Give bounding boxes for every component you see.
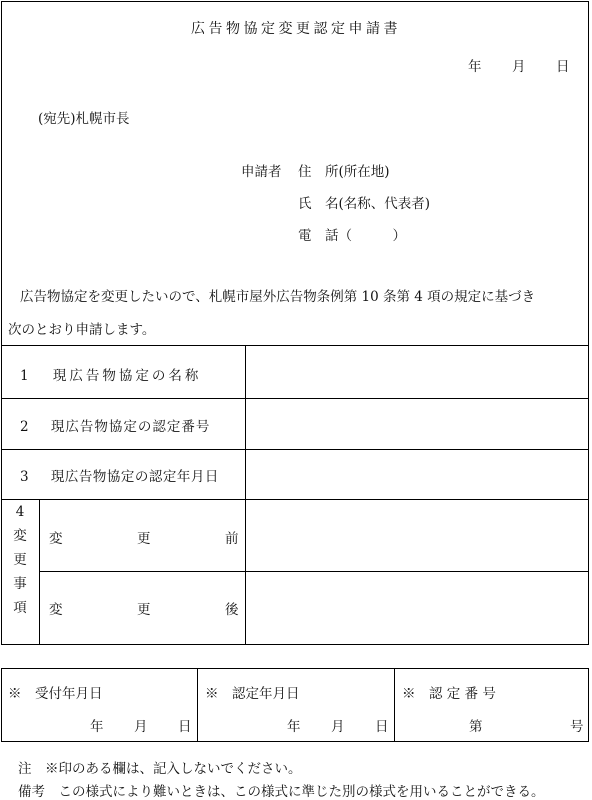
row-divider-3 <box>1 499 589 500</box>
remark-text: 備考 この様式により難いときは、この様式に準じた別の様式を用いることができる。 <box>18 784 545 800</box>
received-date-label: ※ 受付年月日 <box>8 686 103 702</box>
body-text-line1: 広告物協定を変更したいので、札幌市屋外広告物条例第 10 条第 4 項の規定に基づき <box>20 289 536 305</box>
row-1-label: 現広告物協定の名称 <box>52 368 202 384</box>
body-text-line2: 次のとおり申請します。 <box>8 322 156 338</box>
row-1-number: 1 <box>20 368 32 384</box>
change-column-divider <box>39 499 40 644</box>
applicant-label: 申請者 <box>241 164 282 180</box>
approval-number-label: ※ 認 定 番 号 <box>402 686 496 702</box>
row-1 <box>20 364 201 384</box>
after-change-char-2: 更 <box>137 602 151 618</box>
row-2-label: 現広告物協定の認定番号 <box>50 419 211 435</box>
change-items-char-1: 変 <box>13 528 27 544</box>
applicant-name-label: 氏 名(名称、代表者) <box>298 196 431 212</box>
column-divider <box>245 345 246 644</box>
approval-number-prefix: 第 <box>469 719 483 735</box>
after-change-char-1: 変 <box>49 602 63 618</box>
approved-year: 年 <box>287 719 301 735</box>
applicant-address-label: 住 所(所在地) <box>298 164 390 180</box>
row-2 <box>20 415 210 435</box>
office-divider-2 <box>394 668 395 742</box>
row-3-number: 3 <box>20 469 30 485</box>
date-year: 年 <box>468 59 482 75</box>
received-month: 月 <box>134 719 148 735</box>
form-title: 広告物協定変更認定申請書 <box>191 21 401 37</box>
change-items-char-2: 更 <box>13 552 27 568</box>
date-month: 月 <box>512 59 526 75</box>
received-day: 日 <box>178 719 192 735</box>
approval-number-suffix: 号 <box>570 719 584 735</box>
after-change-char-3: 後 <box>225 602 239 618</box>
note-text: 注 ※印のある欄は、記入しないでください。 <box>18 761 302 777</box>
before-change-char-3: 前 <box>225 531 239 547</box>
change-items-label <box>4 500 36 620</box>
table-top-border <box>1 345 589 346</box>
approved-month: 月 <box>331 719 345 735</box>
change-items-number: 4 <box>15 504 25 520</box>
date-day: 日 <box>556 59 570 75</box>
office-divider-1 <box>197 668 198 742</box>
applicant-phone-label: 電 話（ ） <box>298 228 406 244</box>
row-divider-1 <box>1 398 589 399</box>
row-divider-4 <box>39 571 589 572</box>
row-3 <box>20 465 219 485</box>
change-items-char-3: 事 <box>13 576 27 592</box>
approved-day: 日 <box>375 719 389 735</box>
row-2-number: 2 <box>20 419 30 435</box>
row-divider-2 <box>1 449 589 450</box>
addressee: (宛先)札幌市長 <box>38 111 130 127</box>
before-change-char-1: 変 <box>49 531 63 547</box>
received-year: 年 <box>90 719 104 735</box>
approved-date-label: ※ 認定年月日 <box>205 686 300 702</box>
change-items-char-4: 項 <box>13 600 27 616</box>
before-change-char-2: 更 <box>137 531 151 547</box>
row-3-label: 現広告物協定の認定年月日 <box>50 469 219 485</box>
